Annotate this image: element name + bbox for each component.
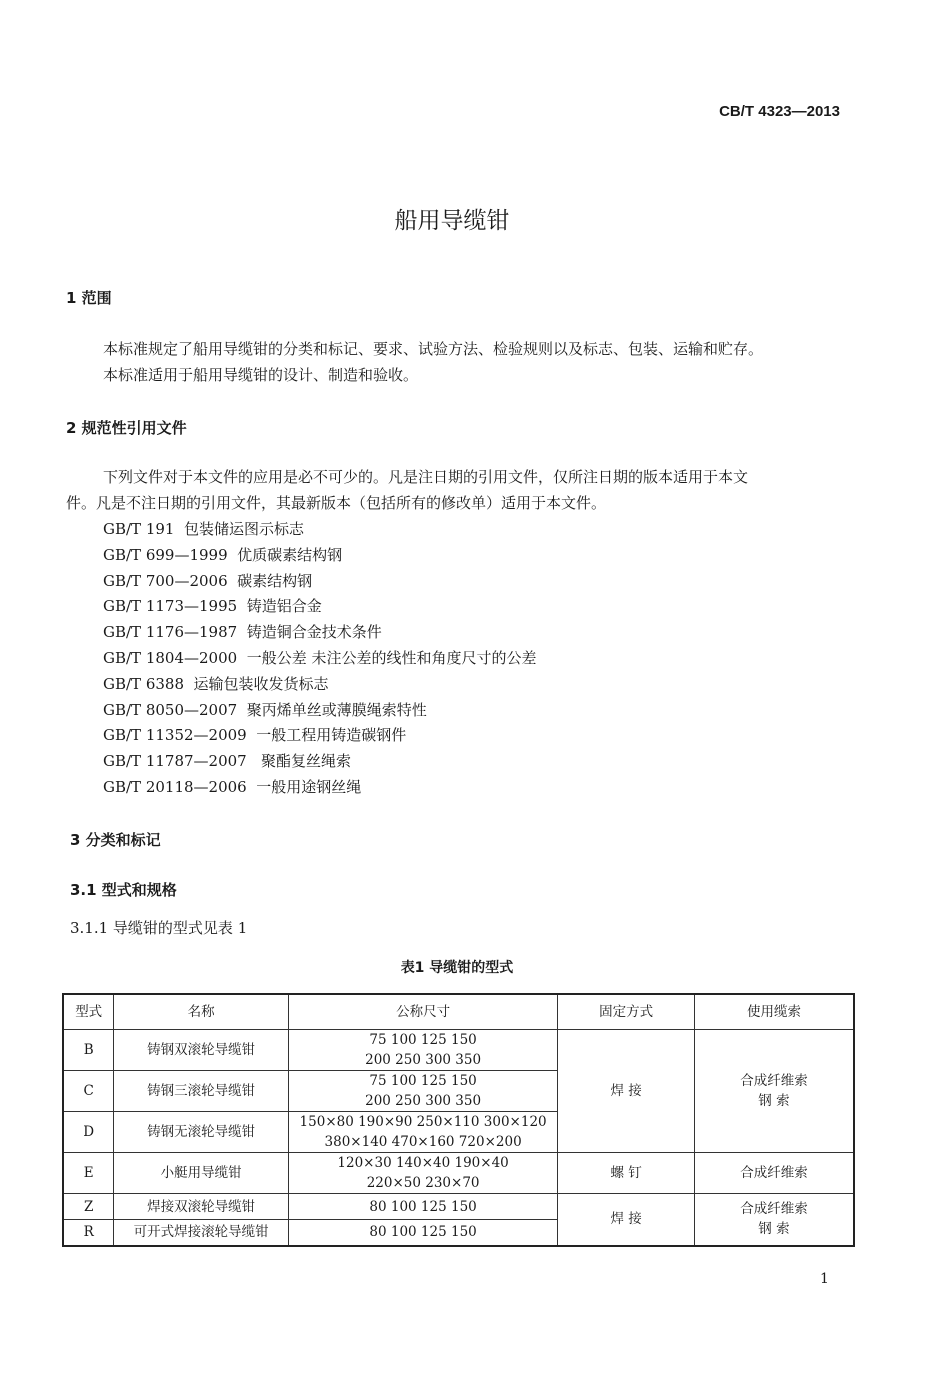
type-cell: E (63, 1153, 114, 1194)
table-caption: 表1 导缆钳的型式 (400, 960, 514, 976)
table-row (63, 1153, 854, 1194)
name-cell: 小艇用导缆钳 (114, 1153, 289, 1194)
scope-paragraph (103, 336, 763, 388)
rope-cell: 合成纤维索 (694, 1153, 854, 1194)
size-cell (288, 1112, 557, 1153)
reference-item: GB/T 1176—1987 铸造铜合金技术条件 (103, 623, 382, 642)
rope-line: 钢 索 (758, 1221, 790, 1238)
col-header: 固定方式 (558, 994, 695, 1030)
size-line: 150×80 190×90 250×110 300×120 (299, 1114, 547, 1130)
fixing-cell: 焊 接 (558, 1194, 695, 1246)
type-cell: R (63, 1220, 114, 1246)
reference-list (103, 517, 537, 801)
type-cell: D (63, 1112, 114, 1153)
rope-cell (694, 1194, 854, 1246)
section-3-1-heading: 3.1 型式和规格 (70, 881, 177, 899)
size-line: 200 250 300 350 (365, 1052, 482, 1068)
section-3-1-1-text: 3.1.1 导缆钳的型式见表 1 (70, 919, 248, 937)
size-cell (288, 1030, 557, 1071)
reference-item: GB/T 1804—2000 一般公差 未注公差的线性和角度尺寸的公差 (103, 648, 537, 667)
fixing-cell: 螺 钉 (558, 1153, 695, 1194)
scope-line: 本标准适用于船用导缆钳的设计、制造和验收。 (103, 366, 419, 384)
col-header: 使用缆索 (694, 994, 854, 1030)
type-cell: Z (63, 1194, 114, 1220)
size-cell (288, 1071, 557, 1112)
size-line: 75 100 125 150 (369, 1073, 477, 1089)
table-row (63, 1030, 854, 1071)
refs-intro-line1: 下列文件对于本文件的应用是必不可少的。凡是注日期的引用文件，仅所注日期的版本适用于本文 (103, 468, 749, 486)
reference-item: GB/T 699—1999 优质碳素结构钢 (103, 545, 343, 564)
section-2-heading: 2 规范性引用文件 (66, 419, 187, 437)
name-cell: 铸钢双滚轮导缆钳 (114, 1030, 289, 1071)
col-header: 名称 (114, 994, 289, 1030)
table-header-row (63, 994, 854, 1030)
reference-item: GB/T 20118—2006 一般用途钢丝绳 (103, 777, 362, 796)
size-line: 75 100 125 150 (369, 1032, 477, 1048)
types-table (62, 993, 855, 1247)
page-number: 1 (820, 1271, 829, 1287)
reference-item: GB/T 6388 运输包装收发货标志 (103, 674, 329, 693)
table-row (63, 1194, 854, 1220)
name-cell: 铸钢三滚轮导缆钳 (114, 1071, 289, 1112)
size-cell (288, 1153, 557, 1194)
section-1-heading: 1 范围 (66, 289, 112, 307)
reference-item: GB/T 700—2006 碳素结构钢 (103, 571, 313, 590)
reference-item: GB/T 1173—1995 铸造铝合金 (103, 597, 322, 616)
rope-line: 合成纤维索 (740, 1073, 808, 1089)
col-header: 型式 (63, 994, 114, 1030)
col-header: 公称尺寸 (288, 994, 557, 1030)
refs-intro-line2: 件。凡是不注日期的引用文件，其最新版本（包括所有的修改单）适用于本文件。 (66, 494, 607, 512)
type-cell: B (63, 1030, 114, 1071)
rope-line: 钢 索 (758, 1093, 790, 1109)
rope-line: 合成纤维索 (740, 1201, 808, 1218)
size-line: 120×30 140×40 190×40 (337, 1155, 509, 1171)
size-line: 380×140 470×160 720×200 (324, 1134, 522, 1150)
section-3-heading: 3 分类和标记 (70, 831, 161, 849)
name-cell: 可开式焊接滚轮导缆钳 (114, 1220, 289, 1246)
standard-code: CB/T 4323—2013 (719, 103, 840, 120)
document-title: 船用导缆钳 (394, 208, 510, 234)
type-cell: C (63, 1071, 114, 1112)
fixing-cell: 焊 接 (558, 1030, 695, 1153)
size-cell: 80 100 125 150 (288, 1194, 557, 1220)
reference-item: GB/T 11352—2009 一般工程用铸造碳钢件 (103, 726, 407, 745)
scope-line: 本标准规定了船用导缆钳的分类和标记、要求、试验方法、检验规则以及标志、包装、运输和贮存。 (103, 340, 764, 358)
reference-item: GB/T 11787—2007 聚酯复丝绳索 (103, 752, 352, 771)
rope-cell (694, 1030, 854, 1153)
name-cell: 焊接双滚轮导缆钳 (114, 1194, 289, 1220)
reference-item: GB/T 8050—2007 聚丙烯单丝或薄膜绳索特性 (103, 700, 427, 719)
name-cell: 铸钢无滚轮导缆钳 (114, 1112, 289, 1153)
reference-item: GB/T 191 包装储运图示标志 (103, 520, 304, 538)
size-line: 220×50 230×70 (366, 1175, 480, 1191)
size-cell: 80 100 125 150 (288, 1220, 557, 1246)
size-line: 200 250 300 350 (365, 1093, 482, 1109)
